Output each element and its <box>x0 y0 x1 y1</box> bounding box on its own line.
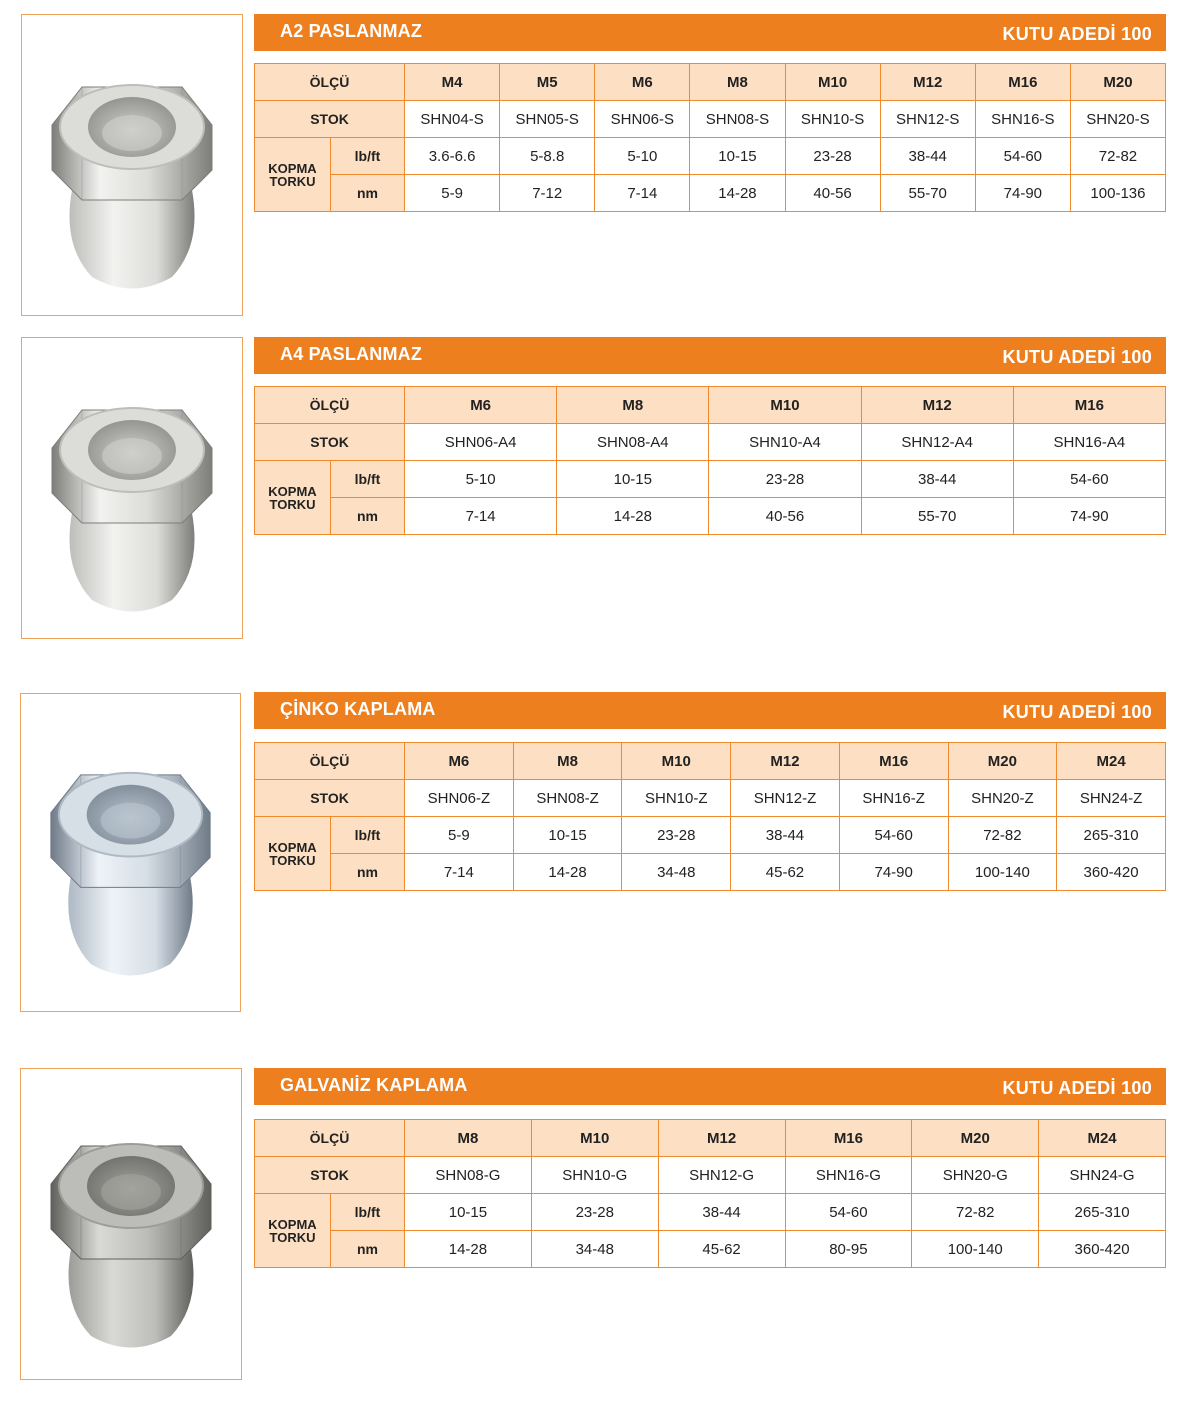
torque-lbft-cell: 54-60 <box>975 138 1070 175</box>
box-quantity: KUTU ADEDİ 100 <box>1002 702 1152 722</box>
torque-lbft-cell: 5-9 <box>405 817 514 854</box>
torque-lbft-row <box>255 817 1166 854</box>
lbft-unit-label: lb/ft <box>331 817 405 854</box>
size-cell: M16 <box>975 64 1070 101</box>
stainless-shear-nut-image <box>21 337 243 639</box>
box-quantity: KUTU ADEDİ 100 <box>1002 1078 1152 1098</box>
torque-lbft-cell: 5-10 <box>405 461 557 498</box>
stock-code-cell: SHN12-G <box>658 1157 785 1194</box>
torque-lbft-row <box>255 138 1166 175</box>
stock-code-cell: SHN10-S <box>785 101 880 138</box>
shear-nut-drawing <box>21 1069 241 1379</box>
torque-lbft-cell: 265-310 <box>1057 817 1166 854</box>
torque-nm-row <box>255 498 1166 535</box>
size-row <box>255 743 1166 780</box>
section-title: ÇİNKO KAPLAMA <box>280 699 436 719</box>
size-cell: M10 <box>531 1120 658 1157</box>
stock-code-cell: SHN12-A4 <box>861 424 1013 461</box>
stock-code-cell: SHN16-Z <box>839 780 948 817</box>
size-cell: M10 <box>709 387 861 424</box>
stock-code-cell: SHN06-S <box>595 101 690 138</box>
shear-nut-drawing <box>22 338 242 638</box>
size-cell: M12 <box>731 743 840 780</box>
torque-lbft-cell: 23-28 <box>709 461 861 498</box>
stock-code-cell: SHN12-S <box>880 101 975 138</box>
torque-nm-cell: 100-140 <box>912 1231 1039 1268</box>
torque-nm-row <box>255 854 1166 891</box>
torque-lbft-cell: 23-28 <box>531 1194 658 1231</box>
nm-unit-label: nm <box>331 175 405 212</box>
zinc-shear-nut-image <box>20 693 241 1012</box>
section-header <box>254 337 1166 374</box>
size-cell: M5 <box>500 64 595 101</box>
torque-nm-row <box>255 175 1166 212</box>
stock-code-cell: SHN20-G <box>912 1157 1039 1194</box>
size-cell: M8 <box>557 387 709 424</box>
torque-lbft-cell: 10-15 <box>557 461 709 498</box>
lbft-unit-label: lb/ft <box>331 461 405 498</box>
torque-nm-cell: 14-28 <box>405 1231 532 1268</box>
stock-code-cell: SHN10-G <box>531 1157 658 1194</box>
lbft-unit-label: lb/ft <box>331 1194 405 1231</box>
torque-nm-cell: 7-14 <box>595 175 690 212</box>
stock-code-cell: SHN16-A4 <box>1013 424 1165 461</box>
torque-nm-cell: 40-56 <box>709 498 861 535</box>
stock-code-cell: SHN05-S <box>500 101 595 138</box>
torque-nm-row <box>255 1231 1166 1268</box>
section-title: GALVANİZ KAPLAMA <box>280 1075 468 1095</box>
torque-lbft-cell: 10-15 <box>405 1194 532 1231</box>
torque-nm-cell: 7-12 <box>500 175 595 212</box>
stock-label: STOK <box>255 424 405 461</box>
size-cell: M4 <box>405 64 500 101</box>
size-cell: M6 <box>595 64 690 101</box>
torque-nm-cell: 5-9 <box>405 175 500 212</box>
size-cell: M16 <box>785 1120 912 1157</box>
size-cell: M8 <box>405 1120 532 1157</box>
stock-code-cell: SHN20-Z <box>948 780 1057 817</box>
torque-lbft-cell: 23-28 <box>785 138 880 175</box>
size-cell: M10 <box>622 743 731 780</box>
breaking-torque-line1: KOPMA <box>268 483 317 499</box>
stock-code-cell: SHN24-Z <box>1057 780 1166 817</box>
breaking-torque-line1: KOPMA <box>268 839 317 855</box>
size-cell: M8 <box>690 64 785 101</box>
stock-code-cell: SHN08-G <box>405 1157 532 1194</box>
size-row <box>255 387 1166 424</box>
torque-nm-cell: 14-28 <box>513 854 622 891</box>
nm-unit-label: nm <box>331 854 405 891</box>
breaking-torque-label <box>255 1194 331 1268</box>
torque-lbft-cell: 54-60 <box>839 817 948 854</box>
torque-nm-cell: 14-28 <box>690 175 785 212</box>
stock-code-cell: SHN10-A4 <box>709 424 861 461</box>
stock-code-cell: SHN04-S <box>405 101 500 138</box>
section-header <box>254 14 1166 51</box>
stock-row <box>255 101 1166 138</box>
breaking-torque-line1: KOPMA <box>268 1216 317 1232</box>
size-cell: M12 <box>658 1120 785 1157</box>
stock-label: STOK <box>255 780 405 817</box>
stock-code-cell: SHN06-Z <box>405 780 514 817</box>
torque-lbft-cell: 72-82 <box>912 1194 1039 1231</box>
size-cell: M12 <box>880 64 975 101</box>
size-label: ÖLÇÜ <box>255 743 405 780</box>
spec-table <box>254 386 1166 535</box>
size-cell: M16 <box>839 743 948 780</box>
torque-nm-cell: 7-14 <box>405 854 514 891</box>
size-cell: M20 <box>1070 64 1165 101</box>
box-quantity: KUTU ADEDİ 100 <box>1002 24 1152 44</box>
stock-code-cell: SHN16-G <box>785 1157 912 1194</box>
torque-nm-cell: 34-48 <box>531 1231 658 1268</box>
torque-lbft-row <box>255 1194 1166 1231</box>
torque-nm-cell: 45-62 <box>658 1231 785 1268</box>
torque-lbft-cell: 72-82 <box>948 817 1057 854</box>
nm-unit-label: nm <box>331 498 405 535</box>
breaking-torque-line2: TORKU <box>269 852 316 868</box>
size-cell: M10 <box>785 64 880 101</box>
shear-nut-drawing <box>21 694 240 1011</box>
size-cell: M6 <box>405 743 514 780</box>
breaking-torque-label <box>255 138 331 212</box>
galvanized-shear-nut-image <box>20 1068 242 1380</box>
size-cell: M20 <box>912 1120 1039 1157</box>
stock-code-cell: SHN20-S <box>1070 101 1165 138</box>
torque-nm-cell: 40-56 <box>785 175 880 212</box>
section-header <box>254 1068 1166 1105</box>
stock-code-cell: SHN24-G <box>1039 1157 1166 1194</box>
size-label: ÖLÇÜ <box>255 1120 405 1157</box>
torque-lbft-cell: 10-15 <box>513 817 622 854</box>
torque-nm-cell: 14-28 <box>557 498 709 535</box>
torque-nm-cell: 55-70 <box>861 498 1013 535</box>
stainless-shear-nut-image <box>21 14 243 316</box>
torque-lbft-cell: 54-60 <box>1013 461 1165 498</box>
breaking-torque-label <box>255 817 331 891</box>
torque-nm-cell: 100-140 <box>948 854 1057 891</box>
spec-table <box>254 63 1166 212</box>
size-label: ÖLÇÜ <box>255 387 405 424</box>
breaking-torque-line2: TORKU <box>269 173 316 189</box>
section-title: A2 PASLANMAZ <box>280 21 423 41</box>
torque-lbft-cell: 38-44 <box>731 817 840 854</box>
torque-nm-cell: 360-420 <box>1039 1231 1166 1268</box>
stock-code-cell: SHN08-A4 <box>557 424 709 461</box>
stock-row <box>255 1157 1166 1194</box>
section-title: A4 PASLANMAZ <box>280 344 423 364</box>
stock-code-cell: SHN06-A4 <box>405 424 557 461</box>
torque-lbft-cell: 38-44 <box>658 1194 785 1231</box>
breaking-torque-label <box>255 461 331 535</box>
stock-row <box>255 424 1166 461</box>
breaking-torque-line2: TORKU <box>269 1229 316 1245</box>
stock-code-cell: SHN10-Z <box>622 780 731 817</box>
torque-nm-cell: 100-136 <box>1070 175 1165 212</box>
torque-nm-cell: 45-62 <box>731 854 840 891</box>
spec-table <box>254 742 1166 891</box>
stock-code-cell: SHN08-Z <box>513 780 622 817</box>
torque-nm-cell: 7-14 <box>405 498 557 535</box>
stock-code-cell: SHN12-Z <box>731 780 840 817</box>
stock-label: STOK <box>255 101 405 138</box>
torque-nm-cell: 34-48 <box>622 854 731 891</box>
torque-nm-cell: 74-90 <box>975 175 1070 212</box>
size-cell: M8 <box>513 743 622 780</box>
torque-lbft-cell: 5-8.8 <box>500 138 595 175</box>
torque-lbft-row <box>255 461 1166 498</box>
size-label: ÖLÇÜ <box>255 64 405 101</box>
size-cell: M6 <box>405 387 557 424</box>
breaking-torque-line2: TORKU <box>269 496 316 512</box>
nm-unit-label: nm <box>331 1231 405 1268</box>
box-quantity: KUTU ADEDİ 100 <box>1002 347 1152 367</box>
torque-nm-cell: 80-95 <box>785 1231 912 1268</box>
shear-nut-drawing <box>22 15 242 315</box>
torque-nm-cell: 74-90 <box>839 854 948 891</box>
torque-lbft-cell: 54-60 <box>785 1194 912 1231</box>
size-cell: M24 <box>1057 743 1166 780</box>
size-cell: M24 <box>1039 1120 1166 1157</box>
size-cell: M20 <box>948 743 1057 780</box>
torque-nm-cell: 360-420 <box>1057 854 1166 891</box>
torque-lbft-cell: 38-44 <box>861 461 1013 498</box>
torque-lbft-cell: 3.6-6.6 <box>405 138 500 175</box>
torque-lbft-cell: 10-15 <box>690 138 785 175</box>
section-header <box>254 692 1166 729</box>
torque-lbft-cell: 265-310 <box>1039 1194 1166 1231</box>
stock-row <box>255 780 1166 817</box>
torque-nm-cell: 55-70 <box>880 175 975 212</box>
size-cell: M16 <box>1013 387 1165 424</box>
torque-lbft-cell: 38-44 <box>880 138 975 175</box>
torque-lbft-cell: 5-10 <box>595 138 690 175</box>
torque-lbft-cell: 23-28 <box>622 817 731 854</box>
breaking-torque-line1: KOPMA <box>268 160 317 176</box>
size-row <box>255 1120 1166 1157</box>
spec-table <box>254 1119 1166 1268</box>
stock-code-cell: SHN16-S <box>975 101 1070 138</box>
size-row <box>255 64 1166 101</box>
lbft-unit-label: lb/ft <box>331 138 405 175</box>
stock-code-cell: SHN08-S <box>690 101 785 138</box>
size-cell: M12 <box>861 387 1013 424</box>
torque-lbft-cell: 72-82 <box>1070 138 1165 175</box>
torque-nm-cell: 74-90 <box>1013 498 1165 535</box>
stock-label: STOK <box>255 1157 405 1194</box>
